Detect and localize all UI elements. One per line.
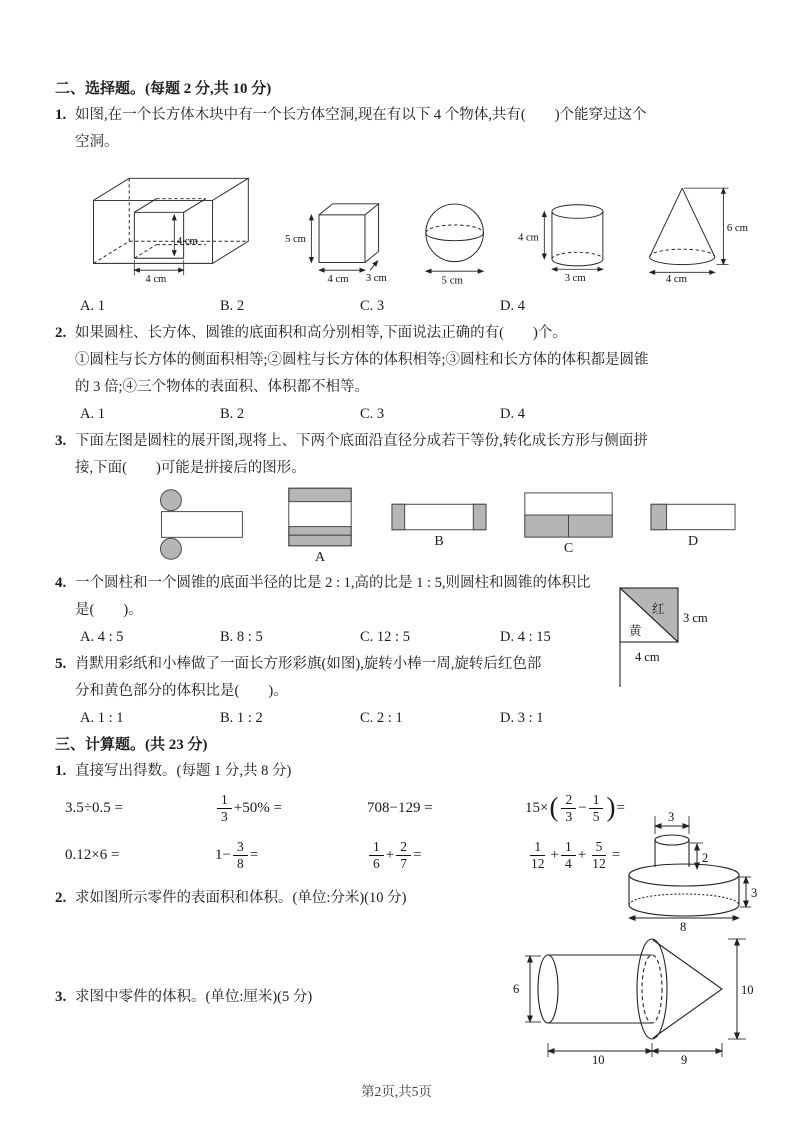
- part2-cone-length-label: 9: [681, 1053, 688, 1065]
- q4-option-b: B. 8 : 5: [220, 629, 263, 645]
- stacked-cylinders-figure: [612, 810, 762, 932]
- expression-3: 708−129 =: [367, 800, 433, 816]
- question-3-number: 3.: [55, 433, 67, 449]
- question-3-line-2: 接,下面( )可能是拼接后的图形。: [75, 460, 306, 476]
- part-top-height-label: 2: [702, 851, 709, 865]
- flag-figure: [606, 584, 786, 690]
- block-with-hole-figure: [85, 160, 259, 291]
- q5-option-b: B. 1 : 2: [220, 710, 263, 726]
- q2-option-d: D. 4: [500, 406, 525, 422]
- cylinder-cone-figure: [500, 925, 755, 1065]
- option-b-label: B: [434, 534, 444, 549]
- q5-option-a: A. 1 : 1: [80, 710, 124, 726]
- choice-section-title: 二、选择题。(每题 2 分,共 10 分): [55, 81, 272, 97]
- flag-red-label: 红: [652, 602, 665, 616]
- question-3-line-1: 下面左图是圆柱的展开图,现将上、下两个底面沿直径分成若干等份,转化成长方形与侧面拼: [75, 433, 648, 449]
- q1-option-c: C. 3: [360, 298, 385, 314]
- q2-option-a: A. 1: [80, 406, 105, 422]
- calc-q1-number: 1.: [55, 763, 67, 779]
- part-bottom-diameter-label: 8: [680, 920, 687, 932]
- expression-4: 15× ( $\frac{2}{3}$ − $\frac{1}{5}$ ) =: [525, 792, 625, 824]
- q2-option-c: C. 3: [360, 406, 385, 422]
- q4-option-d: D. 4 : 15: [500, 629, 551, 645]
- option-b-figure: [390, 502, 488, 532]
- expression-8: $\frac{1}{12}$ + $\frac{1}{4}$ + $\frac{5}{12}$ =: [531, 839, 621, 871]
- sphere-diameter-label: 5 cm: [441, 274, 463, 287]
- question-2-line-3: 的 3 倍;④三个物体的表面积、体积都不相等。: [75, 379, 370, 395]
- option-a-figure: [284, 486, 356, 548]
- calc-question-1: [55, 758, 753, 785]
- flag-height-label: 3 cm: [683, 611, 708, 625]
- question-2-line-2: ①圆柱与长方体的侧面积相等;②圆柱与长方体的体积相等;③圆柱和长方体的体积都是圆锥: [75, 352, 649, 368]
- q4-option-a: A. 4 : 5: [80, 629, 124, 645]
- option-c-label: C: [563, 541, 574, 556]
- question-4-line-2: 是( )。: [75, 602, 143, 618]
- cuboid-width-label: 4 cm: [327, 274, 349, 286]
- cone-diameter-label: 4 cm: [666, 272, 688, 285]
- calc-q2-number: 2.: [55, 890, 67, 906]
- option-d-label: D: [687, 534, 699, 549]
- question-2-line-1: 如果圆柱、长方体、圆锥的底面积和高分别相等,下面说法正确的有( )个。: [75, 325, 567, 341]
- expression-2: $\frac{1}{3}$ +50% =: [215, 792, 367, 824]
- question-1: [55, 102, 753, 156]
- option-d-figure: [649, 502, 737, 532]
- expression-7: $\frac{1}{6}$ + $\frac{2}{7}$ =: [367, 839, 525, 871]
- flag-yellow-label: 黄: [629, 624, 642, 638]
- cuboid-depth-label: 3 cm: [366, 273, 388, 285]
- q1-option-d: D. 4: [500, 298, 525, 314]
- cuboid-figure: [285, 183, 391, 291]
- flag-width-label: 4 cm: [635, 650, 660, 664]
- cylinder-figure: [518, 183, 616, 291]
- question-1-line-2: 空洞。: [75, 134, 119, 150]
- question-4-number: 4.: [55, 575, 67, 591]
- option-a-label: A: [314, 550, 326, 565]
- question-3-figures: [150, 486, 753, 566]
- question-5-line-2: 分和黄色部分的体积比是( )。: [75, 683, 288, 699]
- cylinder-height-label: 4 cm: [517, 232, 539, 244]
- question-1-figures: [85, 160, 753, 291]
- part-top-diameter-label: 3: [668, 810, 675, 824]
- cylinder-net-figure: [150, 486, 250, 562]
- question-3: [55, 428, 753, 482]
- block-width-label: 4 cm: [145, 274, 167, 286]
- question-2: [55, 320, 753, 428]
- q2-option-b: B. 2: [220, 406, 245, 422]
- calc-section-title: 三、计算题。(共 23 分): [55, 737, 208, 753]
- question-1-number: 1.: [55, 107, 67, 123]
- question-5-number: 5.: [55, 656, 67, 672]
- calc-q3-text: 求图中零件的体积。(单位:厘米)(5 分): [75, 989, 313, 1005]
- q5-option-d: D. 3 : 1: [500, 710, 544, 726]
- cylinder-diameter-label: 3 cm: [564, 273, 586, 285]
- question-1-line-1: 如图,在一个长方体木块中有一个长方体空洞,现在有以下 4 个物体,共有( )个能穿过这个: [75, 107, 647, 123]
- question-1-options: [75, 293, 753, 320]
- page-footer: 第2页,共5页: [361, 1084, 432, 1099]
- question-4-line-1: 一个圆柱和一个圆锥的底面半径的比是 2 : 1,高的比是 1 : 5,则圆柱和圆锥的体积比: [75, 575, 591, 591]
- question-2-options: [75, 401, 753, 428]
- question-5-line-1: 肖默用彩纸和小棒做了一面长方形彩旗(如图),旋转小棒一周,旋转后红色部: [75, 656, 542, 672]
- calc-q2-text: 求如图所示零件的表面积和体积。(单位:分米)(10 分): [75, 890, 407, 906]
- q4-option-c: C. 12 : 5: [360, 629, 410, 645]
- q1-option-a: A. 1: [80, 298, 105, 314]
- block-height-label: 4 cm: [176, 235, 198, 247]
- expression-1: 3.5÷0.5 =: [65, 800, 123, 816]
- calc-q1-text: 直接写出得数。(每题 1 分,共 8 分): [75, 763, 292, 779]
- part2-cylinder-diameter-label: 6: [513, 982, 520, 996]
- cuboid-height-label: 5 cm: [285, 234, 307, 246]
- q5-option-c: C. 2 : 1: [360, 710, 403, 726]
- sphere-figure: [418, 186, 492, 291]
- part-bottom-height-label: 3: [751, 886, 758, 900]
- question-5-options: [75, 705, 568, 732]
- expression-6: 1− $\frac{3}{8}$ =: [215, 839, 259, 871]
- option-c-figure: [522, 491, 615, 539]
- calc-q3-number: 3.: [55, 989, 67, 1005]
- cone-figure: [641, 173, 753, 291]
- expression-5: 0.12×6 =: [65, 847, 120, 863]
- q1-option-b: B. 2: [220, 298, 245, 314]
- cone-height-label: 6 cm: [727, 222, 749, 235]
- part2-cylinder-length-label: 10: [592, 1053, 605, 1065]
- question-2-number: 2.: [55, 325, 67, 341]
- part2-cone-diameter-label: 10: [741, 983, 754, 997]
